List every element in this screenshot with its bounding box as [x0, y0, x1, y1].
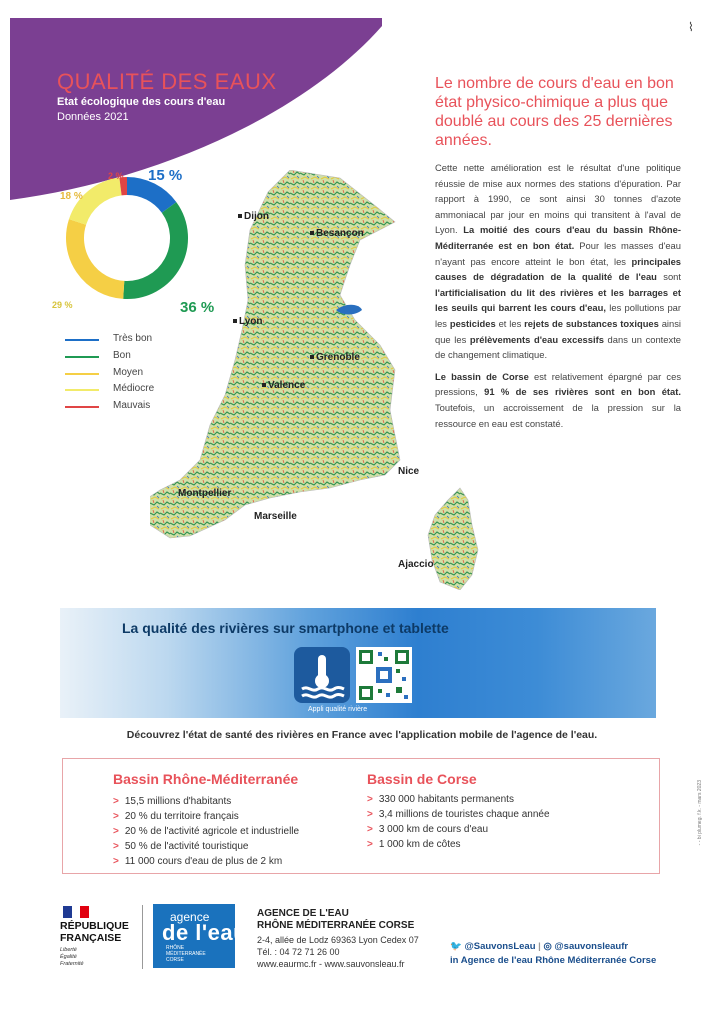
banner-title: La qualité des rivières sur smartphone et tablette: [122, 620, 449, 636]
app-icon[interactable]: [294, 647, 350, 703]
qr-code[interactable]: [356, 647, 412, 703]
city-label: Ajaccio: [398, 559, 434, 570]
thermometer-water-icon: [294, 647, 350, 703]
twitter-link[interactable]: @SauvonsLeau: [464, 941, 536, 952]
legend-label: Très bon: [113, 333, 153, 344]
city-label: Lyon: [239, 316, 263, 327]
agency-phone: Tél. : 04 72 71 26 00: [257, 947, 340, 957]
agency-contact: [257, 934, 419, 970]
chevron-right-icon: >: [113, 856, 119, 867]
paragraph-2: Le bassin de Corse est relativement épargné par ces pressions, 91 % de ses rivières sont en bon état. Toutefois, un accroissement de la pression sur la ressource en eau est constaté.: [435, 370, 682, 429]
rhone-mediterranee-basin: [150, 170, 400, 538]
city-besancon: [310, 228, 364, 239]
separator: |: [538, 941, 544, 952]
twitter-icon: 🐦: [450, 941, 462, 952]
corse-basin-list: [367, 792, 550, 852]
legend-label: Moyen: [113, 367, 144, 378]
city-label: Grenoble: [316, 352, 360, 363]
legend-label: Mauvais: [113, 400, 151, 411]
chevron-right-icon: >: [113, 826, 119, 837]
city-lyon: [233, 316, 263, 327]
chevron-right-icon: >: [113, 841, 119, 852]
city-valence: [262, 380, 305, 391]
legend-swatch: [65, 339, 99, 341]
pct-label-mauvais: 2 %: [108, 171, 124, 181]
city-grenoble: [310, 352, 360, 363]
agence-eau-logo-text: agence: [170, 910, 210, 924]
chevron-right-icon: >: [367, 839, 373, 850]
data-year: Données 2021: [57, 111, 129, 123]
legend-label: Bon: [113, 350, 131, 361]
list-item: > 1 000 km de côtes: [367, 839, 461, 850]
city-label: Montpellier: [178, 488, 232, 499]
city-label: Dijon: [244, 211, 269, 222]
city-nice: [398, 466, 419, 477]
republique-francaise-name: RÉPUBLIQUE FRANÇAISE: [60, 920, 129, 944]
republique-motto: Liberté Égalité Fraternité: [60, 947, 84, 967]
agency-name: AGENCE DE L'EAU RHÔNE MÉDITERRANÉE CORSE: [257, 908, 415, 931]
chevron-right-icon: >: [367, 824, 373, 835]
instagram-icon: ◎: [543, 941, 552, 952]
side-note: - - bi plumeg. f.k. - mars 2023: [697, 780, 703, 846]
city-ajaccio: [398, 559, 434, 570]
agency-websites[interactable]: www.eaurmc.fr - www.sauvonsleau.fr: [257, 959, 405, 969]
city-label: Marseille: [254, 511, 297, 522]
legend-swatch: [65, 389, 99, 391]
list-item: > 15,5 millions d'habitants: [113, 796, 232, 807]
city-label: Valence: [268, 380, 306, 391]
city-label: Nice: [398, 466, 420, 477]
chevron-right-icon: >: [367, 809, 373, 820]
rm-basin-title: Bassin Rhône-Méditerranée: [113, 771, 299, 787]
city-montpellier: [178, 488, 231, 499]
chevron-right-icon: >: [113, 796, 119, 807]
page-title: QUALITÉ DES EAUX: [57, 69, 277, 94]
paragraph-1: Cette nette amélioration est le résultat d'une politique réussie de mise aux normes des stations d'épuration. Par rapport à 1990, ce sont ainsi 30 tonnes d'azote ammoniacal par jour en moins qui transitent à l'aval de Lyon. La moitié des cours d'eau du bassin Rhône-Méditerranée est en bon état. Pour les masses d'eau n'ayant pas encore atteint le bon état, les principales causes de dégradation de la qualité de l'eau sont l'artificialisation du lit des rivières et les barrages et les seuils qui barrent les cours d'eau, les pollutions par les pesticides et les rejets de substances toxiques ainsi que les prélèvements d'eau excessifs dans un contexte de changement climatique.: [435, 162, 682, 361]
list-item: > 50 % de l'activité touristique: [113, 841, 249, 852]
rm-basin-list: [113, 794, 299, 869]
city-marker: [233, 319, 237, 323]
legend-swatch: [65, 356, 99, 358]
app-caption: Appli qualité rivière: [308, 706, 368, 713]
footer-divider: [142, 905, 143, 969]
list-item: > 3 000 km de cours d'eau: [367, 824, 489, 835]
city-marker: [310, 355, 314, 359]
city-marker: [310, 231, 314, 235]
list-item: > 20 % du territoire français: [113, 811, 239, 822]
pct-label-moyen: 29 %: [52, 300, 73, 310]
pct-label-tres-bon: 15 %: [148, 167, 183, 184]
list-item: > 330 000 habitants permanents: [367, 794, 514, 805]
qr-code-icon: [356, 647, 412, 703]
linkedin-icon: in: [450, 955, 459, 966]
chevron-right-icon: >: [367, 794, 373, 805]
corse-basin-title: Bassin de Corse: [367, 771, 477, 787]
list-item: > 20 % de l'activité agricole et industrielle: [113, 826, 300, 837]
agence-eau-logo-text: de l'eau: [162, 920, 248, 945]
donut-slice-moyen: [75, 222, 124, 290]
chevron-right-icon: >: [113, 811, 119, 822]
city-label: Besançon: [316, 228, 364, 239]
instagram-link[interactable]: @sauvonsleaufr: [554, 941, 629, 952]
republique-francaise-logo: [63, 906, 89, 918]
social-links: [450, 940, 656, 968]
donut-slice-mediocre: [78, 186, 121, 222]
city-marker: [262, 383, 266, 387]
city-marseille: [254, 511, 297, 522]
basin-facts-box: [62, 758, 660, 874]
discover-text: Découvrez l'état de santé des rivières en France avec l'application mobile de l'agence de l'eau.: [126, 729, 598, 741]
list-item: > 11 000 cours d'eau de plus de 2 km: [113, 856, 283, 867]
city-dijon: [238, 211, 269, 222]
list-item: > 3,4 millions de touristes chaque année: [367, 809, 550, 820]
pct-label-mediocre: 18 %: [60, 191, 83, 202]
legend-swatch: [65, 406, 99, 408]
article-body: [435, 160, 681, 437]
agence-eau-logo-subtext: RHÔNE MÉDITERRANÉE CORSE: [166, 945, 206, 963]
legend-label: Médiocre: [113, 383, 155, 394]
linkedin-link[interactable]: Agence de l'eau Rhône Méditerranée Corse: [460, 955, 657, 966]
agency-address: 2-4, allée de Lodz 69363 Lyon Cedex 07: [257, 935, 419, 945]
pen-mark: ⌇: [688, 20, 694, 34]
legend-swatch: [65, 373, 99, 375]
article-headline: Le nombre de cours d'eau en bon état physico-chimique a plus que doublé au cours des 25 dernières années.: [435, 75, 674, 149]
corsica: [428, 488, 478, 590]
page-subtitle: Etat écologique des cours d'eau: [57, 96, 226, 108]
pct-label-bon: 36 %: [180, 299, 215, 316]
city-marker: [238, 214, 242, 218]
